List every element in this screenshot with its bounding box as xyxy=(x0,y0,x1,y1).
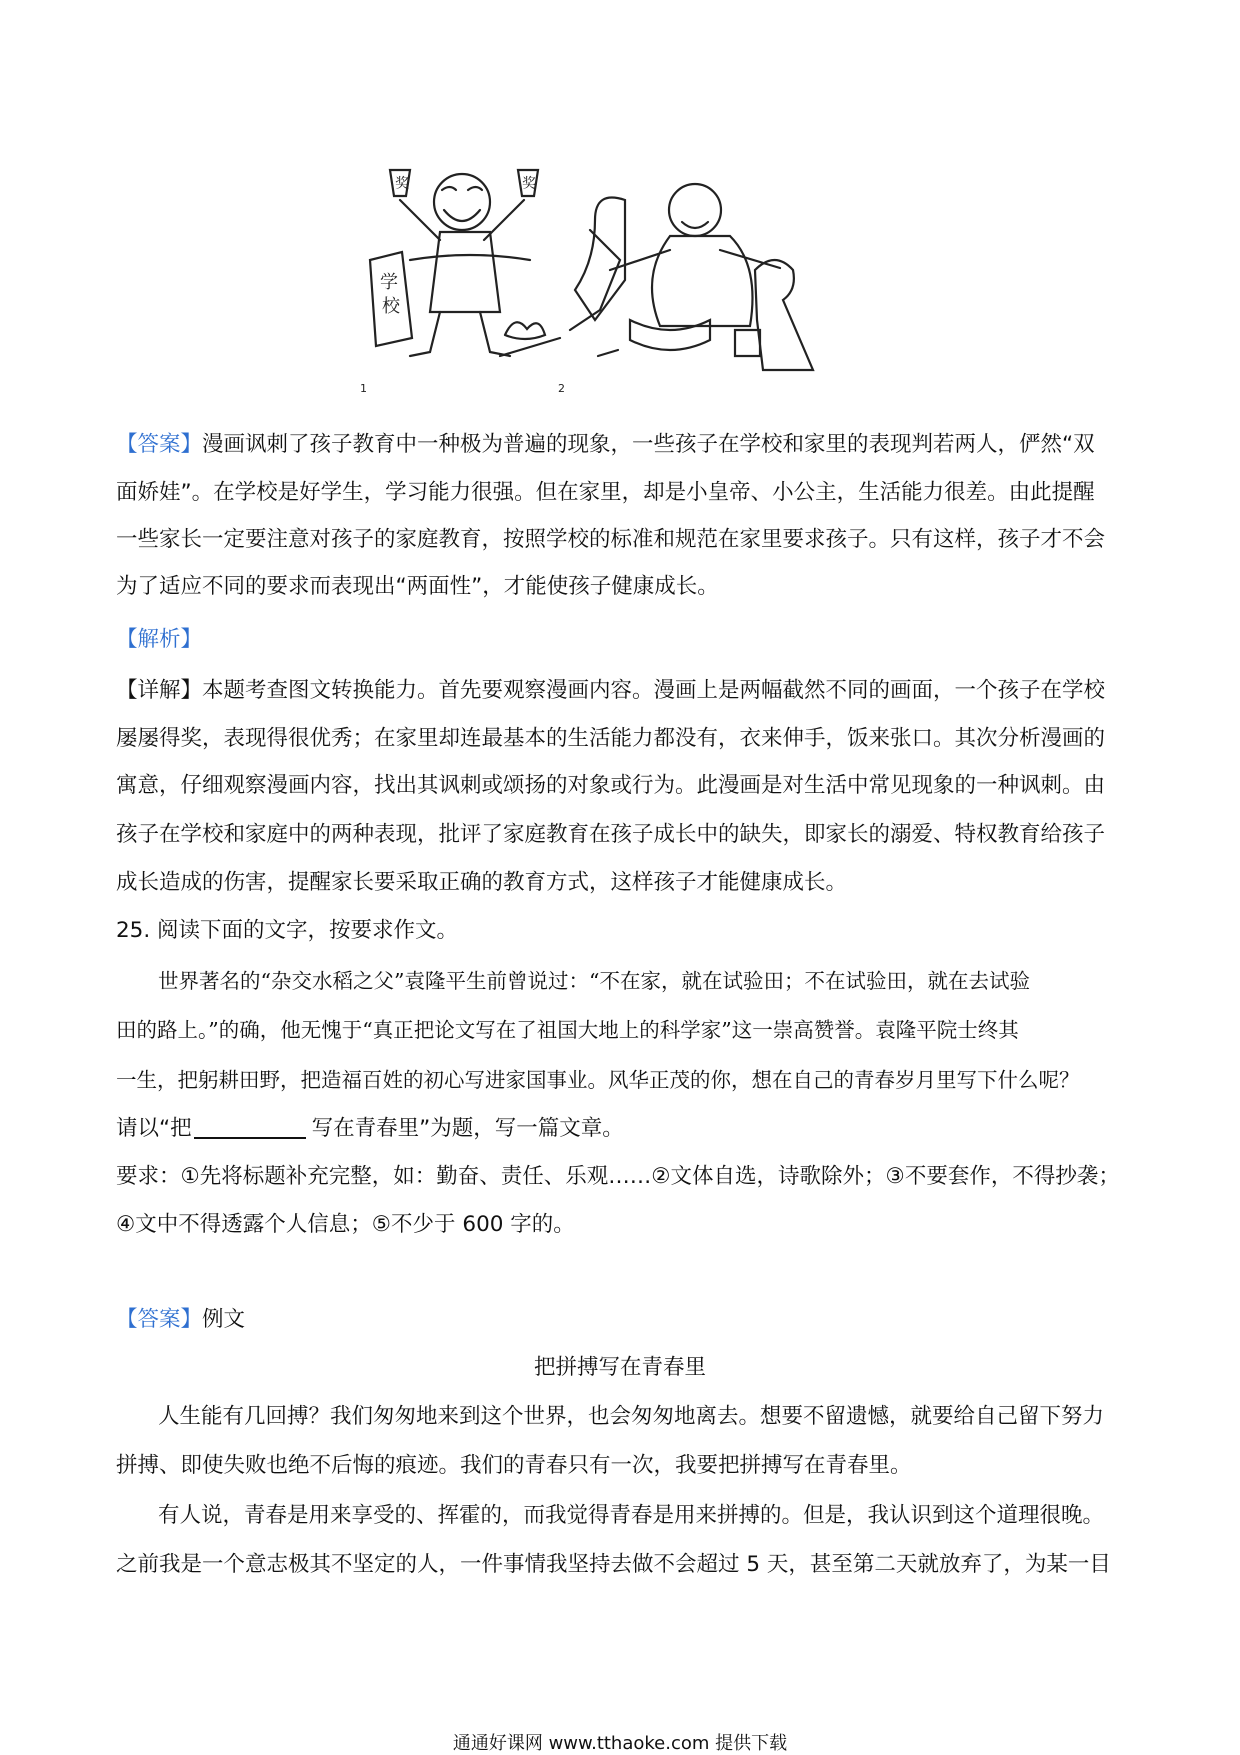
passage-line-2: 田的路上。”的确，他无愧于“真正把论文写在了祖国大地上的科学家”这一崇高赞誉。袁隆平院士终其 xyxy=(116,1018,1019,1042)
trophy-right-label: 奖 xyxy=(522,176,536,192)
passage-line-1: 世界著名的“杂交水稻之父”袁隆平生前曾说过：“不在家，就在试验田；不在试验田，就在去试验 xyxy=(158,969,1030,993)
answer-line-1 xyxy=(116,432,1095,458)
question-heading: 25. 阅读下面的文字，按要求作文。 xyxy=(116,918,459,943)
panel-2-number: 2 xyxy=(558,382,565,395)
answer2-label: 例文 xyxy=(202,1307,246,1332)
panel-1-number: 1 xyxy=(360,382,367,395)
detail-line-2: 屡屡得奖，表现得很优秀；在家里却连最基本的生活能力都没有，衣来伸手，饭来张口。其次分析漫画的 xyxy=(116,726,1106,751)
answer-text: 漫画讽刺了孩子教育中一种极为普遍的现象，一些孩子在学校和家里的表现判若两人，俨然“双 xyxy=(202,432,1095,457)
detail-tag: 【详解】 xyxy=(116,678,203,703)
prompt-after: 写在青春里”为题，写一篇文章。 xyxy=(311,1116,624,1141)
analysis-tag: 【解析】 xyxy=(116,627,203,652)
essay-line-2: 拼搏、即使失败也绝不后悔的痕迹。我们的青春只有一次，我要把拼搏写在青春里。 xyxy=(116,1453,912,1478)
essay-title: 把拼搏写在青春里 xyxy=(533,1355,706,1380)
essay-line-4: 之前我是一个意志极其不坚定的人，一件事情我坚持去做不会超过 5 天，甚至第二天就放弃了，为某一目 xyxy=(116,1552,1111,1577)
school-sign-label-2: 校 xyxy=(382,296,400,317)
answer-line-3: 一些家长一定要注意对孩子的家庭教育，按照学校的标准和规范在家里要求孩子。只有这样，孩子才不会 xyxy=(116,527,1106,552)
trophy-left-label: 奖 xyxy=(395,176,409,192)
answer-line-2: 面娇娃”。在学校是好学生，学习能力很强。但在家里，却是小皇帝、小公主，生活能力很差。由此提醒 xyxy=(116,480,1095,505)
essay-line-3: 有人说，青春是用来享受的、挥霍的，而我觉得青春是用来拼搏的。但是，我认识到这个道理很晚。 xyxy=(158,1503,1105,1528)
page-footer: 通通好课网 www.tthaoke.com 提供下载 xyxy=(452,1733,788,1754)
passage-line-3: 一生，把躬耕田野，把造福百姓的初心写进家国事业。风华正茂的你，想在自己的青春岁月里写下什么呢？ xyxy=(116,1068,1080,1092)
answer2-tag: 【答案】 xyxy=(116,1307,203,1332)
detail-line-5: 成长造成的伤害，提醒家长要采取正确的教育方式，这样孩子才能健康成长。 xyxy=(116,870,848,895)
school-sign-label: 学 xyxy=(380,272,398,293)
cartoon-illustration xyxy=(360,160,870,400)
answer-tag: 【答案】 xyxy=(116,432,203,457)
detail-line-4: 孩子在学校和家庭中的两种表现，批评了家庭教育在孩子成长中的缺失，即家长的溺爱、特权教育给孩子 xyxy=(116,822,1106,847)
essay-line-1: 人生能有几回搏？我们匆匆地来到这个世界，也会匆匆地离去。想要不留遗憾，就要给自己留下努力 xyxy=(158,1404,1105,1429)
prompt-before: 请以“把 xyxy=(116,1116,192,1141)
detail-line-1 xyxy=(116,678,1105,704)
detail-text: 本题考查图文转换能力。首先要观察漫画内容。漫画上是两幅截然不同的画面，一个孩子在学校 xyxy=(202,678,1106,703)
requirement-line-2: ④文中不得透露个人信息；⑤不少于 600 字的。 xyxy=(116,1212,575,1237)
detail-line-3: 寓意，仔细观察漫画内容，找出其讽刺或颂扬的对象或行为。此漫画是对生活中常见现象的一种讽刺。由 xyxy=(116,773,1106,798)
answer-line-4: 为了适应不同的要求而表现出“两面性”，才能使孩子健康成长。 xyxy=(116,574,719,599)
prompt-line xyxy=(116,1115,624,1142)
answer2-line xyxy=(116,1307,245,1333)
requirement-line-1: 要求：①先将标题补充完整，如：勤奋、责任、乐观……②文体自选，诗歌除外；③不要套作，不得抄袭； xyxy=(116,1164,1120,1189)
title-blank xyxy=(194,1115,306,1139)
